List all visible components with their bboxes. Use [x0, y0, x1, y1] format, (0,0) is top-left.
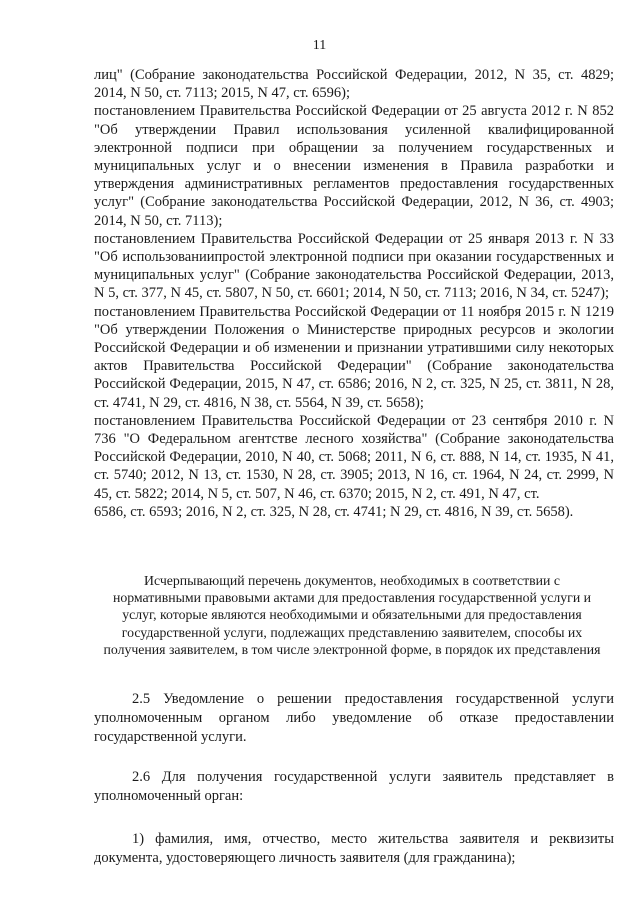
- law-reference-item: постановлением Правительства Российской Федерации от 23 сентября 2010 г. N 736 "О Федеральном агентстве лесного хозяйства" (Собрание законодательства Российской Федерации, 2010, N 40, ст. 5068; 2011, N 6, ст. 888, N 14, ст. 1935, N 41, ст. 5740; 2012, N 13, ст. 1530, N 28, ст. 3905; 2013, N 16, ст. 1964, N 24, ст. 2999, N 45, ст. 5822; 2014, N 5, ст. 507, N 46, ст. 6370; 2015, N 2, ст. 491, N 47, ст.: [94, 412, 614, 502]
- paragraph-2-5: 2.5 Уведомление о решении предоставления государственной услуги уполномоченным органом либо уведомление об отказе предоставлении государственной услуги.: [94, 691, 614, 745]
- paragraph-2-6: 2.6 Для получения государственной услуги заявитель представляет в уполномоченный орган:: [94, 769, 614, 804]
- law-reference-item: 6586, ст. 6593; 2016, N 2, ст. 325, N 28, ст. 4741; N 29, ст. 4816, N 39, ст. 5658).: [94, 503, 574, 520]
- law-reference-item: лиц" (Собрание законодательства Российской Федерации, 2012, N 35, ст. 4829; 2014, N 50, ст. 7113; 2015, N 47, ст. 6596);: [94, 67, 614, 102]
- law-references-block: [94, 66, 614, 521]
- page-number: 11: [312, 38, 327, 53]
- law-reference-item: постановлением Правительства Российской Федерации от 25 января 2013 г. N 33 "Об использованиипростой электронной подписи при оказании государственных и муниципальных услуг" (Собрание законодательства Российской Федерации, 2013, N 5, ст. 377, N 45, ст. 5807, N 50, ст. 6601; 2014, N 50, ст. 7113; 2016, N 34, ст. 5247);: [94, 230, 614, 302]
- law-reference-item: постановлением Правительства Российской Федерации от 25 августа 2012 г. N 852 "Об утверждении Правил использования усиленной квалифицированной электронной подписи при обращении за получением государственных и муниципальных услуг и о внесении изменения в Правила разработки и утверждения административных регламентов предоставления государственных услуг" (Собрание законодательства Российской Федерации, 2012, N 36, ст. 4903; 2014, N 50, ст. 7113);: [94, 103, 614, 229]
- section-heading: Исчерпывающий перечень документов, необходимых в соответствии с нормативными правовыми актами для предоставления государственной услуги и услуг, которые являются необходимыми и обязательными для предоставления государственной услуги, подлежащих представлению заявителем, способы их получения заявителем, в том числе электронной форме, в порядок их представления: [103, 573, 601, 657]
- list-item-1: 1) фамилия, имя, отчество, место жительства заявителя и реквизиты документа, удостоверяющего личность заявителя (для гражданина);: [94, 831, 614, 866]
- law-reference-item: постановлением Правительства Российской Федерации от 11 ноября 2015 г. N 1219 "Об утверждении Положения о Министерстве природных ресурсов и экологии Российской Федерации и об изменении и признании утратившими силу некоторых актов Правительства Российской Федерации" (Собрание законодательства Российской Федерации, 2015, N 47, ст. 6586; 2016, N 2, ст. 325, N 25, ст. 3811, N 28, ст. 4741, N 29, ст. 4816, N 38, ст. 5564, N 39, ст. 5658);: [94, 303, 614, 411]
